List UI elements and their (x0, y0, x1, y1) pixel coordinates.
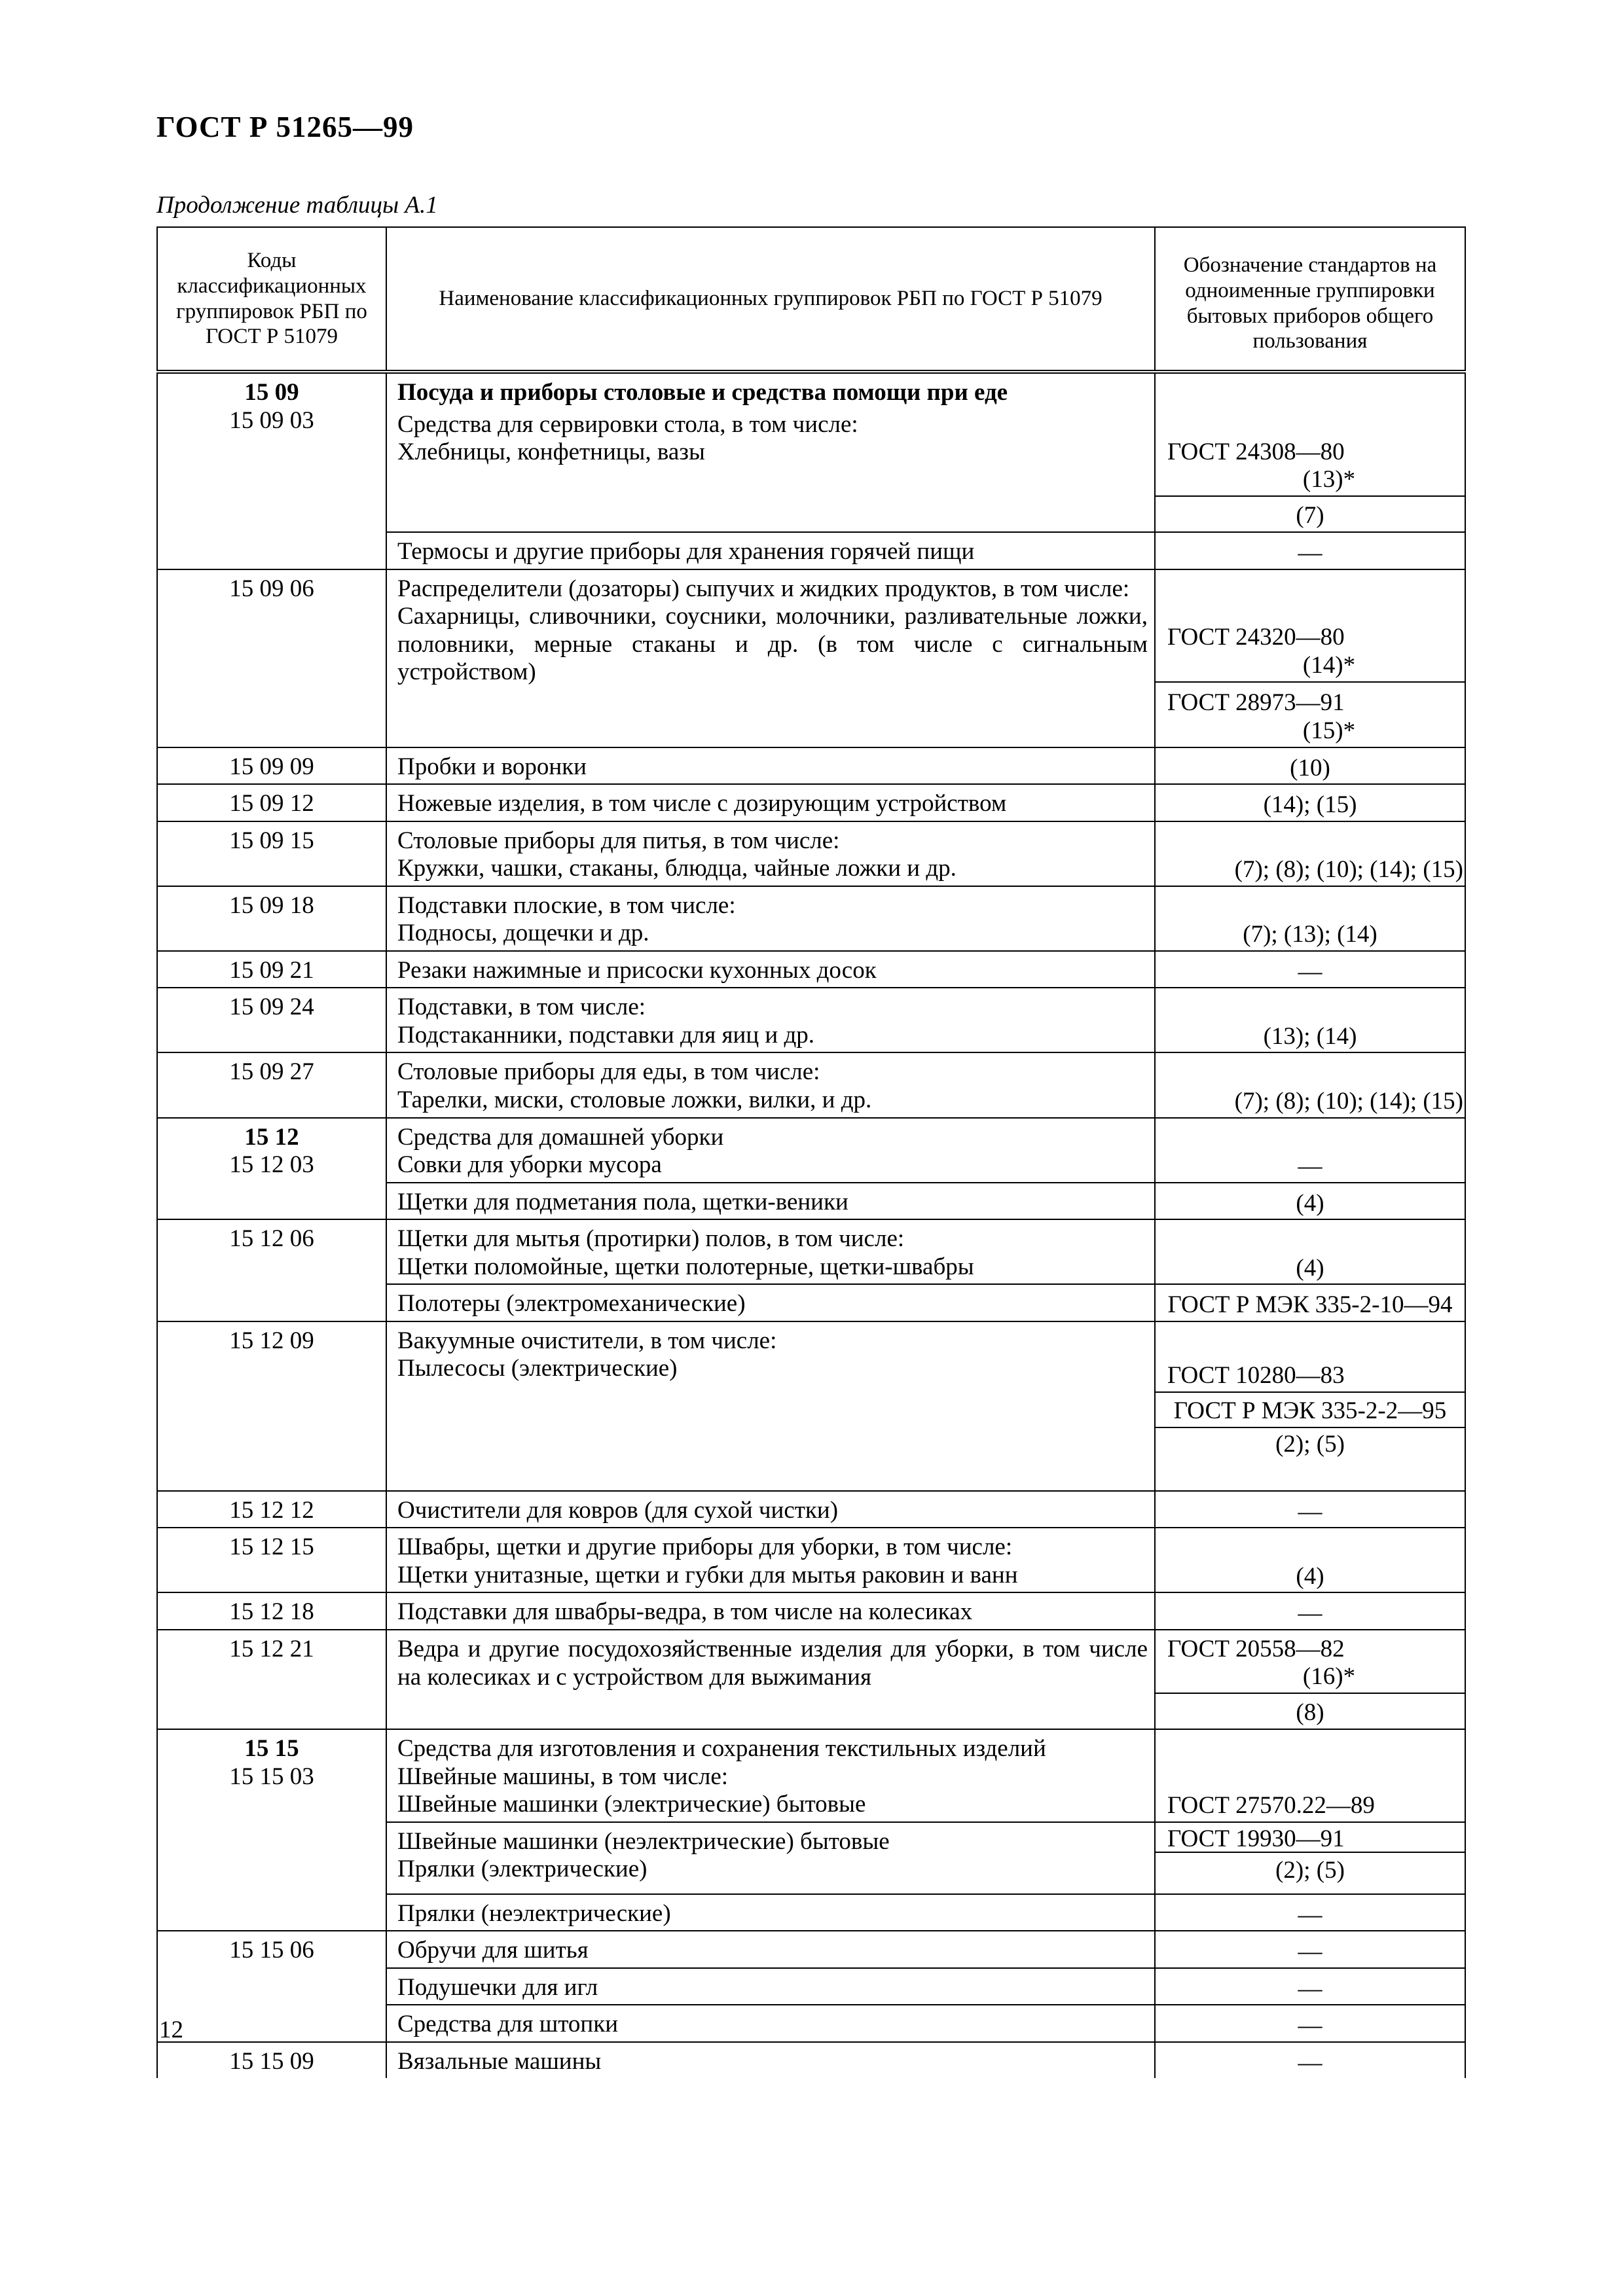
table-row (157, 1729, 1465, 1822)
standard-cell: (13); (14) (1155, 988, 1465, 1052)
standard-cell: (7); (8); (10); (14); (15) (1155, 1052, 1465, 1117)
standard-cell: (7); (13); (14) (1155, 886, 1465, 951)
standard-cell: (8) (1155, 1693, 1465, 1729)
standard-cell: — (1155, 951, 1465, 988)
code-cell: 15 15 06 (157, 1931, 386, 2042)
table-row (157, 988, 1465, 1052)
header-standards: Обозначение стандартов на одноименные группировки бытовых приборов общего пользования (1155, 227, 1465, 372)
standard-cell: (2); (5) (1275, 1856, 1345, 1884)
table-row (157, 951, 1465, 988)
table-row (157, 372, 1465, 496)
standard-cell: ГОСТ 28973—91 (15)* (1155, 682, 1465, 747)
name-cell: Ведра и другие посудохозяйственные изделия для уборки, в том числе на колесиках и с устройством для выжимания (386, 1630, 1155, 1729)
table-row (157, 784, 1465, 821)
name-cell: Вязальные машины (386, 2042, 1155, 2079)
table-row (157, 1219, 1465, 1284)
standard-cell: ГОСТ 24320—80 (14)* (1155, 569, 1465, 682)
standard-cell: ГОСТ 24308—80 (13)* (1155, 372, 1465, 496)
group-name: Средства для изготовления и сохранения текстильных изделий (397, 1735, 1046, 1763)
header-names: Наименование классификационных группировок РБП по ГОСТ Р 51079 (386, 227, 1155, 372)
standard-cell: (14); (15) (1155, 784, 1465, 821)
standard-cell: ГОСТ Р МЭК 335-2-2—95 (1155, 1392, 1465, 1427)
group-name: Средства для домашней уборки (397, 1123, 724, 1151)
name-cell: Щетки для подметания пола, щетки-веники (386, 1183, 1155, 1220)
standard-cell: (4) (1155, 1528, 1465, 1592)
classification-table (156, 226, 1466, 2078)
name-cell: Распределители (дозаторы) сыпучих и жидких продуктов, в том числе: Сахарницы, сливочники, соусники, молочники, разливательные ложки, половники, мерные стаканы и др. (в том числе с сигнальным устройством) (386, 569, 1155, 747)
code-cell: 15 12 12 (157, 1491, 386, 1528)
group-name: Посуда и приборы столовые и средства помощи при еде (397, 379, 1008, 406)
standard-subcell-group (1155, 1822, 1465, 1894)
name-cell: Средства для изготовления и сохранения текстильных изделий Швейные машины, в том числе: Швейные машинки (электрические) бытовые (386, 1729, 1155, 1822)
name-cell: Подставки для швабры-ведра, в том числе на колесиках (386, 1592, 1155, 1630)
standard-cell: (4) (1155, 1183, 1465, 1220)
standard-cell: ГОСТ 20558—82 (16)* (1155, 1630, 1465, 1693)
code-cell: 15 09 06 (157, 569, 386, 747)
code-cell: 15 12 15 12 03 (157, 1118, 386, 1220)
name-cell: Прялки (неэлектрические) (386, 1894, 1155, 1931)
standard-cell: ГОСТ 27570.22—89 (1155, 1729, 1465, 1822)
name-cell: Подушечки для игл (386, 1968, 1155, 2005)
page-number: 12 (159, 2017, 183, 2043)
standard-cell: — (1155, 2042, 1465, 2079)
name-cell: Средства для домашней уборки Совки для уборки мусора (386, 1118, 1155, 1183)
code-cell: 15 09 24 (157, 988, 386, 1052)
table-row (157, 1592, 1465, 1630)
standard-cell: — (1155, 1931, 1465, 1968)
code-cell: 15 12 06 (157, 1219, 386, 1321)
table-header-row (157, 227, 1465, 372)
name-cell: Щетки для мытья (протирки) полов, в том числе: Щетки поломойные, щетки полотерные, щетки-швабры (386, 1219, 1155, 1284)
name-cell: Швабры, щетки и другие приборы для уборки, в том числе: Щетки унитазные, щетки и губки для мытья раковин и ванн (386, 1528, 1155, 1592)
code-cell: 15 09 15 (157, 821, 386, 886)
table-row (157, 747, 1465, 785)
code-cell: 15 12 09 (157, 1321, 386, 1491)
name-cell: Резаки нажимные и присоски кухонных досок (386, 951, 1155, 988)
name-cell: Столовые приборы для еды, в том числе: Тарелки, миски, столовые ложки, вилки, и др. (386, 1052, 1155, 1117)
code-cell: 15 12 21 (157, 1630, 386, 1729)
code-cell: 15 09 12 (157, 784, 386, 821)
standard-cell: — (1155, 1592, 1465, 1630)
standard-cell: — (1155, 1118, 1465, 1183)
name-cell: Обручи для шитья (386, 1931, 1155, 1968)
table-row (157, 821, 1465, 886)
standard-cell: — (1155, 1491, 1465, 1528)
code-cell: 15 09 15 09 03 (157, 372, 386, 569)
table-row (157, 1630, 1465, 1693)
group-code: 15 09 (244, 379, 299, 406)
code-cell: 15 15 15 15 03 (157, 1729, 386, 1931)
group-code: 15 12 (244, 1123, 299, 1151)
header-codes: Коды классификационных группировок РБП по ГОСТ Р 51079 (157, 227, 386, 372)
name-cell: Очистители для ковров (для сухой чистки) (386, 1491, 1155, 1528)
name-cell: Подставки, в том числе: Подстаканники, подставки для яиц и др. (386, 988, 1155, 1052)
standard-cell: ГОСТ Р МЭК 335-2-10—94 (1155, 1284, 1465, 1321)
table-row (157, 1052, 1465, 1117)
standard-cell: (2); (5) (1155, 1427, 1465, 1491)
code-cell: 15 12 18 (157, 1592, 386, 1630)
standard-cell: — (1155, 1894, 1465, 1931)
name-cell: Подставки плоские, в том числе: Подносы, дощечки и др. (386, 886, 1155, 951)
table-row (157, 1931, 1465, 1968)
document-title: ГОСТ Р 51265—99 (156, 111, 414, 143)
code-cell: 15 09 09 (157, 747, 386, 785)
table-row (157, 1528, 1465, 1592)
standard-cell: — (1155, 2005, 1465, 2042)
table-row (157, 1118, 1465, 1183)
name-cell: Посуда и приборы столовые и средства помощи при еде Средства для сервировки стола, в том числе: Хлебницы, конфетницы, вазы (386, 372, 1155, 532)
name-cell: Пробки и воронки (386, 747, 1155, 785)
table-continuation-caption: Продолжение таблицы А.1 (156, 192, 438, 219)
code-cell: 15 09 27 (157, 1052, 386, 1117)
standard-cell: (7) (1155, 496, 1465, 532)
code-cell: 15 12 15 (157, 1528, 386, 1592)
table-row (157, 569, 1465, 682)
table-row (157, 2042, 1465, 2079)
table-row (157, 1491, 1465, 1528)
standard-cell: (10) (1155, 747, 1465, 785)
table-row (157, 886, 1465, 951)
name-cell: Вакуумные очистители, в том числе: Пылесосы (электрические) (386, 1321, 1155, 1491)
name-cell: Столовые приборы для питья, в том числе: Кружки, чашки, стаканы, блюдца, чайные ложки и др. (386, 821, 1155, 886)
group-code: 15 15 (244, 1735, 299, 1763)
code-cell: 15 09 21 (157, 951, 386, 988)
name-cell: Швейные машинки (неэлектрические) бытовые Прялки (электрические) (386, 1822, 1155, 1894)
code-cell: 15 15 09 (157, 2042, 386, 2079)
name-cell: Полотеры (электромеханические) (386, 1284, 1155, 1321)
standard-cell: (7); (8); (10); (14); (15) (1155, 821, 1465, 886)
name-cell: Средства для штопки (386, 2005, 1155, 2042)
standard-cell: ГОСТ 19930—91 (1156, 1823, 1465, 1853)
name-cell: Термосы и другие приборы для хранения горячей пищи (386, 532, 1155, 569)
table-row (157, 1321, 1465, 1392)
standard-cell: ГОСТ 10280—83 (1155, 1321, 1465, 1392)
standard-cell: — (1155, 1968, 1465, 2005)
code-cell: 15 09 18 (157, 886, 386, 951)
name-cell: Ножевые изделия, в том числе с дозирующим устройством (386, 784, 1155, 821)
standard-cell: — (1155, 532, 1465, 569)
standard-cell: (4) (1155, 1219, 1465, 1284)
